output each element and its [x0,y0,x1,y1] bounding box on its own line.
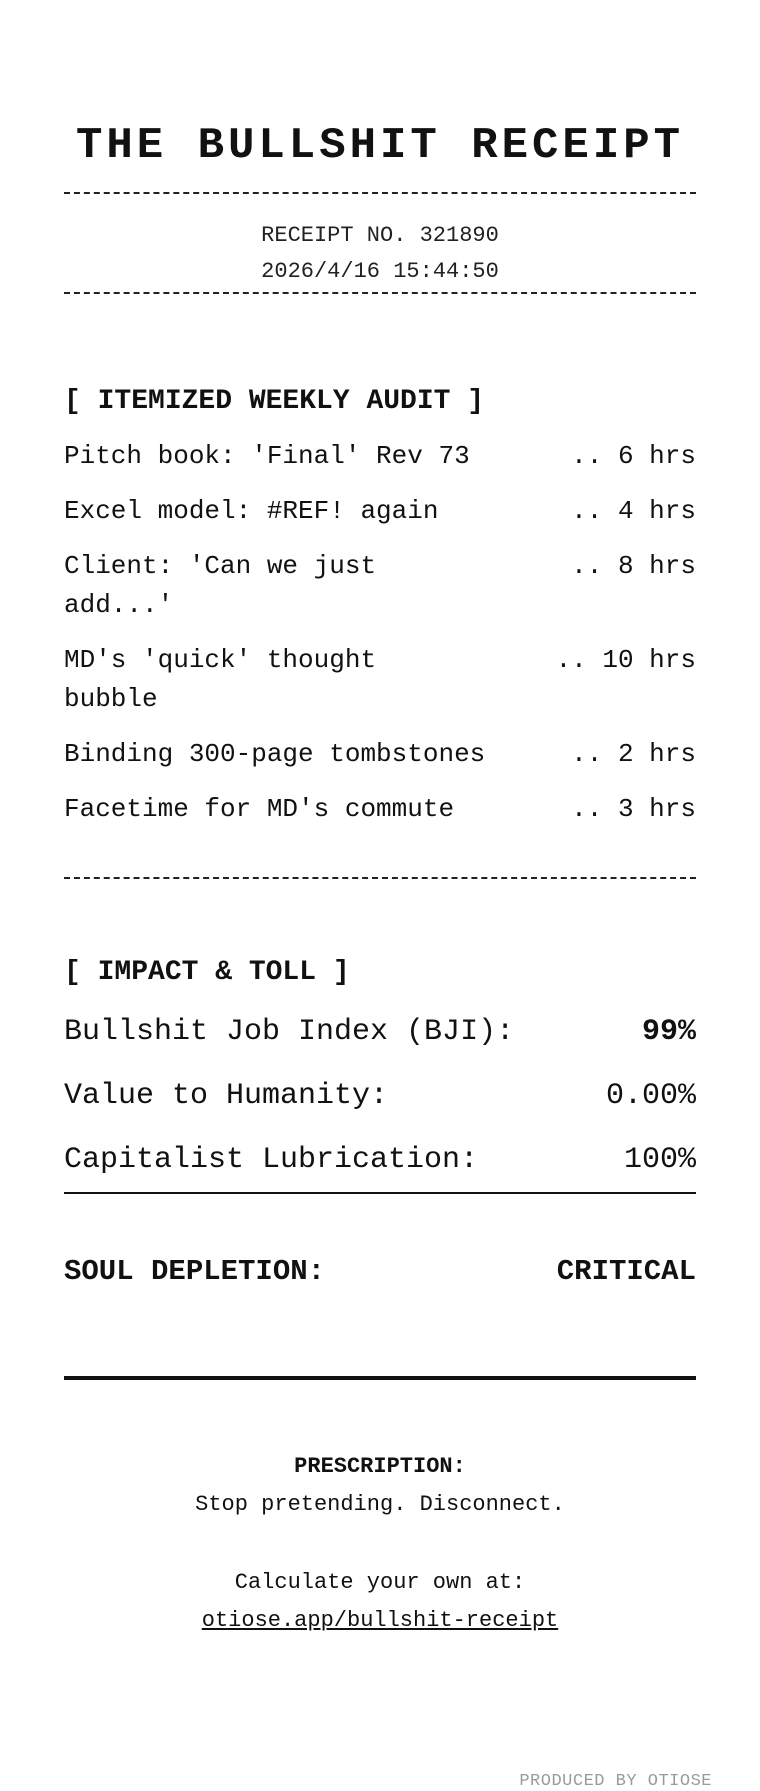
audit-item-hours: .. 6 hrs [571,441,696,471]
metric-row-bji [64,1012,696,1052]
audit-item-hours: .. 4 hrs [571,496,696,526]
audit-item-hours: .. 3 hrs [571,794,696,824]
audit-item-hours: .. 8 hrs [571,551,696,581]
calculator-link[interactable]: otiose.app/bullshit-receipt [201,1608,559,1633]
audit-item-name: Pitch book: 'Final' Rev 73 [64,441,470,471]
metric-row-capitalist-lubrication [64,1140,696,1180]
receipt-title: THE BULLSHIT RECEIPT [75,121,685,171]
receipt-timestamp: 2026/4/16 15:44:50 [261,259,499,284]
audit-item [64,547,696,625]
metric-label: Capitalist Lubrication: [64,1143,479,1177]
prescription-label: PRESCRIPTION: [294,1454,466,1479]
receipt-footer [64,1452,696,1636]
impact-section-title: [ IMPACT & TOLL ] [64,957,350,988]
soul-depletion-value: CRITICAL [556,1255,696,1288]
metric-value: 100% [623,1143,696,1177]
audit-item-hours: .. 2 hrs [571,739,696,769]
audit-item-name: Binding 300-page tombstones [64,739,486,769]
audit-item [64,735,696,774]
prescription-text: Stop pretending. Disconnect. [195,1492,565,1517]
audit-section-title: [ ITEMIZED WEEKLY AUDIT ] [64,386,485,417]
audit-item [64,437,696,476]
audit-item-name: Excel model: #REF! again [64,496,439,526]
receipt-number: RECEIPT NO. 321890 [261,223,499,248]
audit-item-name: MD's 'quick' thought bubble [64,645,377,714]
metric-value: 99% [641,1015,696,1049]
receipt [64,0,696,1636]
dashed-divider [64,292,696,294]
dashed-divider [64,877,696,879]
calculate-cta: Calculate your own at: [234,1570,526,1595]
metric-label: Value to Humanity: [64,1079,389,1113]
soul-depletion-label: SOUL DEPLETION: [64,1255,326,1288]
audit-item [64,641,696,719]
thick-divider [64,1376,696,1380]
produced-by-credit: PRODUCED BY OTIOSE [519,1772,712,1791]
soul-depletion-row [64,1252,696,1292]
receipt-meta [64,194,696,292]
metric-label: Bullshit Job Index (BJI): [64,1015,515,1049]
audit-item [64,492,696,531]
audit-item [64,790,696,829]
audit-item-name: Client: 'Can we just add...' [64,551,377,620]
audit-item-hours: .. 10 hrs [555,645,696,675]
metric-value: 0.00% [605,1079,696,1113]
metric-row-value-to-humanity [64,1076,696,1116]
audit-item-list [64,437,696,829]
audit-item-name: Facetime for MD's commute [64,794,455,824]
solid-divider [64,1192,696,1194]
